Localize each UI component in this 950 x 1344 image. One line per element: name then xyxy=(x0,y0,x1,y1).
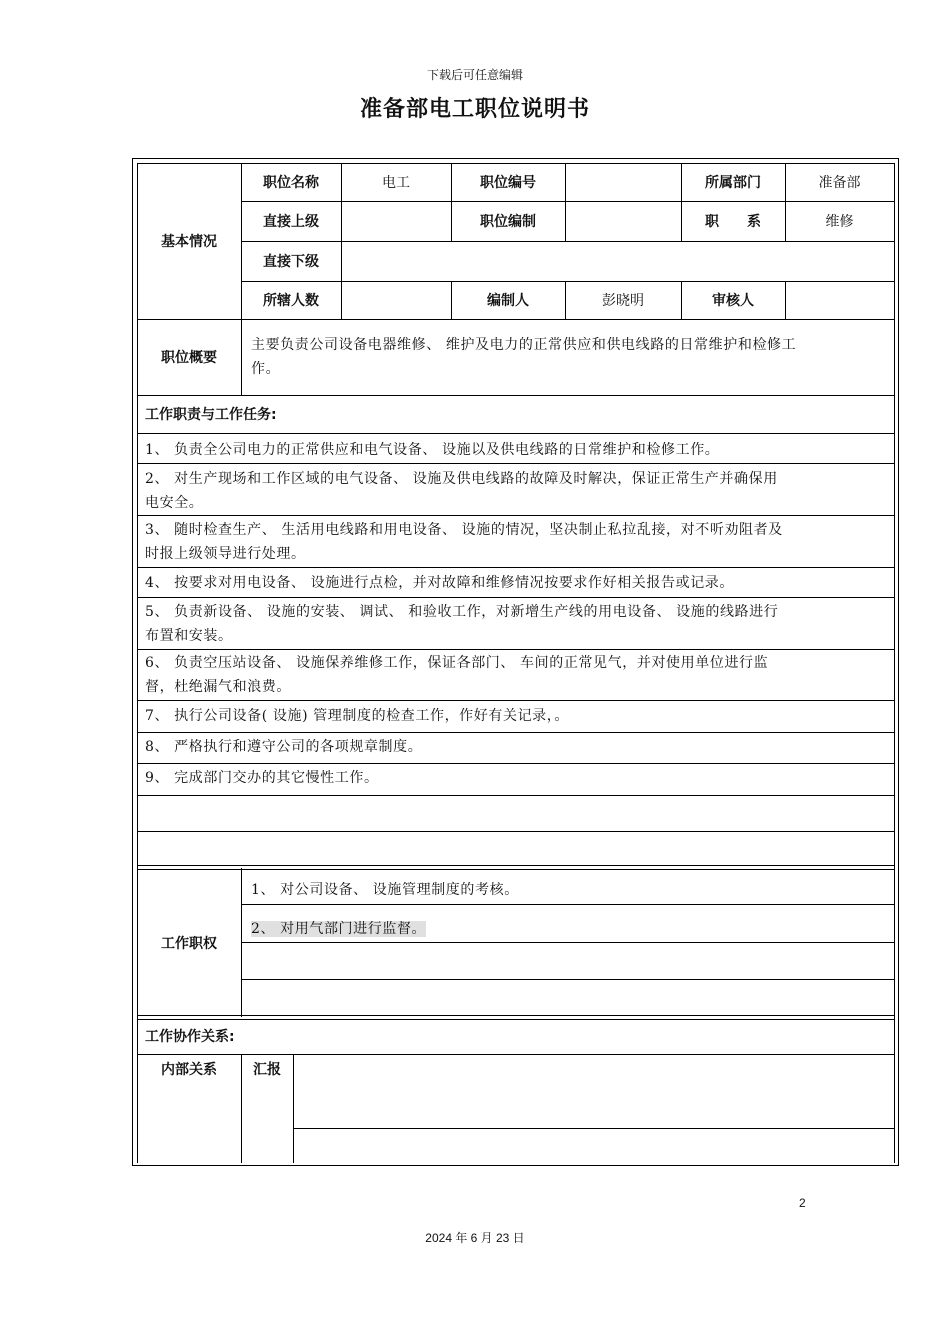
position-name-value: 电工 xyxy=(382,175,410,191)
report-row-1 xyxy=(293,1054,894,1128)
cooperation-heading: 工作协作关系: xyxy=(145,1029,235,1045)
summary-label: 职位概要 xyxy=(161,350,217,366)
prepared-by-value: 彭晓明 xyxy=(602,293,644,309)
job-description-table xyxy=(132,158,899,1166)
footer-date: 2024 年 6 月 23 日 xyxy=(425,1231,525,1245)
authority-label: 工作职权 xyxy=(161,935,217,952)
headcount-value xyxy=(565,201,681,241)
page-number: 2 xyxy=(799,1196,806,1210)
duty-item-5: 5、 负责新设备、 设施的安装、 调试、 和验收工作，对新增生产线的用电设备、 设施的线路进行 布置和安装。 xyxy=(145,604,779,644)
report-row-2 xyxy=(293,1129,894,1163)
duty-item-6: 6、 负责空压站设备、 设施保养维修工作，保证各部门、 车间的正常见气，并对使用单位进行监 督，杜绝漏气和浪费。 xyxy=(145,655,769,695)
header-note: 下载后可任意编辑 xyxy=(426,68,523,82)
headcount-label: 职位编制 xyxy=(480,214,536,230)
duty-item-2: 2、 对生产现场和工作区域的电气设备、 设施及供电线路的故障及时解决，保证正常生产并确保用 电安全。 xyxy=(145,471,778,511)
authority-item-1: 1、 对公司设备、 设施管理制度的考核。 xyxy=(251,882,519,898)
superior-label: 直接上级 xyxy=(263,214,319,230)
series-label: 职 系 xyxy=(705,214,761,230)
duty-item-7: 7、 执行公司设备( 设施) 管理制度的检查工作，作好有关记录，。 xyxy=(145,708,569,724)
position-no-label: 职位编号 xyxy=(480,175,536,191)
summary-text: 主要负责公司设备电器维修、 维护及电力的正常供应和供电线路的日常维护和检修工 作。 xyxy=(251,337,797,377)
duty-item-4: 4、 按要求对用电设备、 设施进行点检，并对故障和维修情况按要求作好相关报告或记录。 xyxy=(145,575,735,591)
department-label: 所属部门 xyxy=(705,175,761,191)
subordinate-label: 直接下级 xyxy=(263,254,319,270)
series-value: 维修 xyxy=(825,214,854,230)
department-value: 准备部 xyxy=(818,175,861,191)
duty-item-1: 1、 负责全公司电力的正常供应和电气设备、 设施以及供电线路的日常维护和检修工作。 xyxy=(145,442,720,458)
superior-value xyxy=(341,201,451,241)
duty-item-9: 9、 完成部门交办的其它慢性工作。 xyxy=(145,770,379,786)
prepared-by-label: 编制人 xyxy=(487,293,529,309)
managed-count-label: 所辖人数 xyxy=(263,293,319,309)
authority-item-2: 2、 对用气部门进行监督。 xyxy=(251,921,427,937)
basic-info-label: 基本情况 xyxy=(161,234,217,250)
duty-item-8: 8、 严格执行和遵守公司的各项规章制度。 xyxy=(145,739,423,755)
reviewer-value xyxy=(785,281,894,319)
position-name-label: 职位名称 xyxy=(263,175,319,191)
subordinate-value xyxy=(341,241,894,281)
duties-heading: 工作职责与工作任务: xyxy=(145,407,277,423)
position-no-value xyxy=(565,163,681,201)
duty-item-3: 3、 随时检查生产、 生活用电线路和用电设备、 设施的情况，坚决制止私拉乱接，对不听劝阻者及 时报上级领导进行处理。 xyxy=(145,522,783,562)
document-title: 准备部电工职位说明书 xyxy=(359,97,590,122)
internal-relations-label: 内部关系 xyxy=(161,1062,217,1078)
managed-count-value xyxy=(341,281,451,319)
reviewer-label: 审核人 xyxy=(712,293,754,309)
report-label: 汇报 xyxy=(253,1062,281,1078)
